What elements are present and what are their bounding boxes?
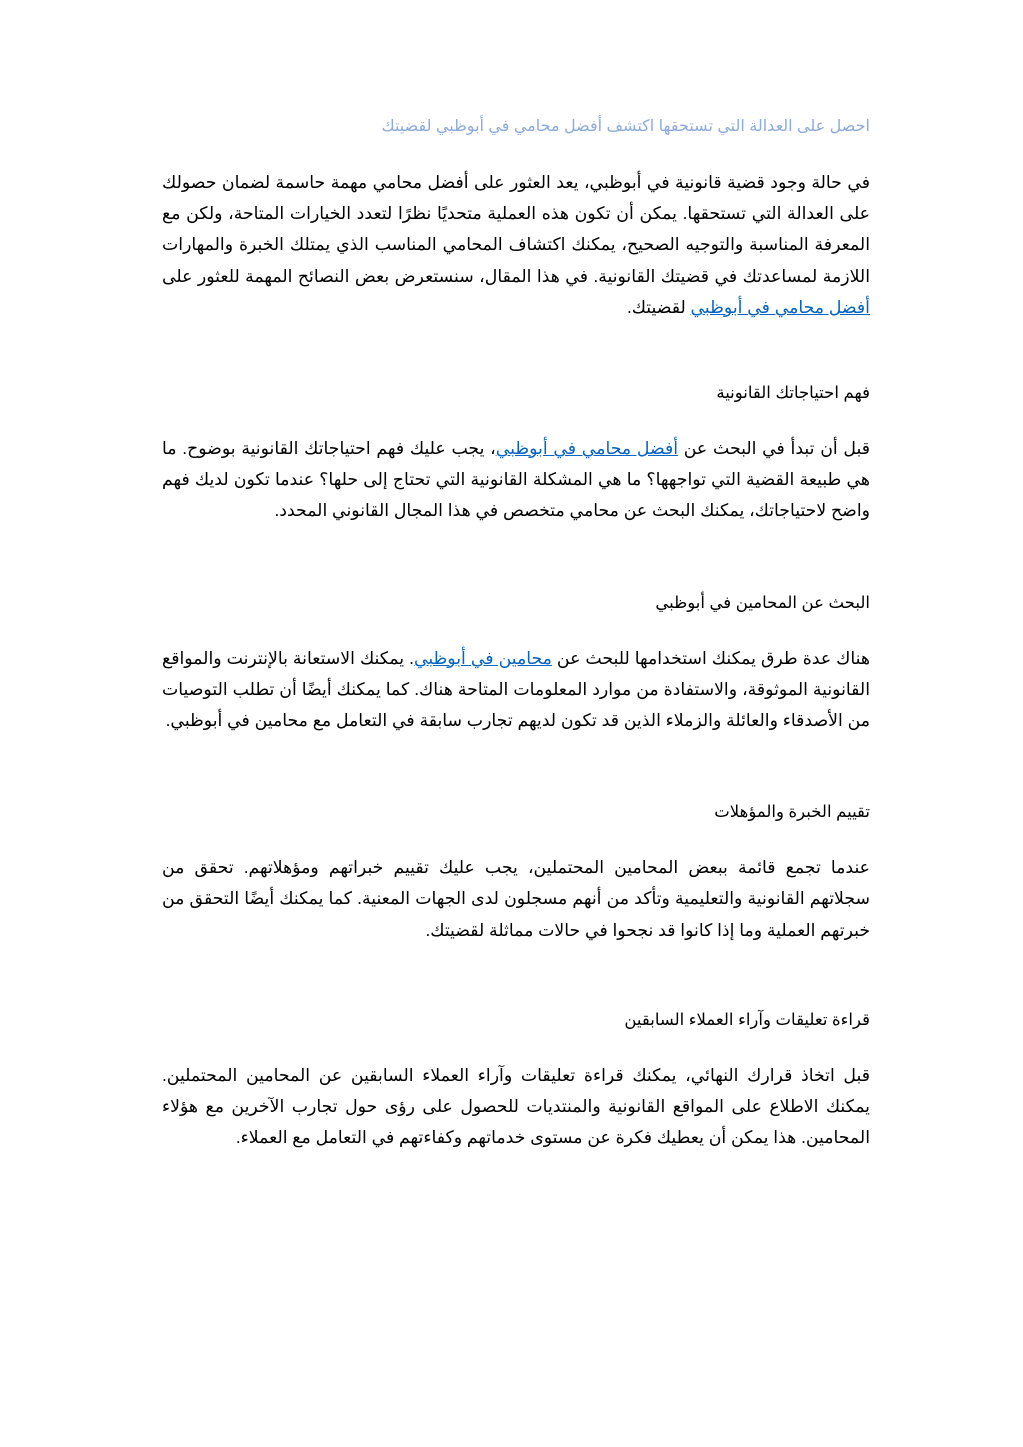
section-heading-3: تقييم الخبرة والمؤهلات (714, 803, 870, 822)
intro-link[interactable]: أفضل محامي في أبوظبي (690, 296, 870, 317)
section-heading-1: فهم احتياجاتك القانونية (716, 384, 870, 403)
section-heading-2: البحث عن المحامين في أبوظبي (655, 593, 870, 612)
document-page (162, 115, 870, 1153)
section-1-link[interactable]: أفضل محامي في أبوظبي (495, 438, 679, 459)
section-paragraph-2 (162, 643, 870, 737)
section-2-text-after: . يمكنك الاستعانة بالإنترنت والمواقع القانونية الموثوقة، والاستفادة من موارد المعلومات المتاحة هناك. كما يمكنك أيضًا أن تطلب التوصيات من الأصدقاء والعائلة والزملاء الذين قد تكون لديهم تجارب سابقة في التعامل مع محامين في أبوظبي. (162, 647, 870, 731)
section-1-text-before: قبل أن تبدأ في البحث عن (678, 438, 870, 459)
section-4-text: قبل اتخاذ قرارك النهائي، يمكنك قراءة تعليقات وآراء العملاء السابقين عن المحامين المحتملين. يمكنك الاطلاع على المواقع القانونية والمنتديات للحصول على رؤى حول تجارب الآخرين مع هؤلاء المحامين. هذا يمكن أن يعطيك فكرة عن مستوى خدماتهم وكفاءتهم في التعامل مع العملاء. (162, 1064, 870, 1148)
spacer (162, 736, 870, 800)
section-2-text-before: هناك عدة طرق يمكنك استخدامها للبحث عن (551, 647, 870, 668)
section-2-link[interactable]: محامين في أبوظبي (413, 647, 552, 668)
section-1-text-after: ، يجب عليك فهم احتياجاتك القانونية بوضوح. ما هي طبيعة القضية التي تواجهها؟ ما هي المشكلة القانونية التي تحتاج إلى حلها؟ عندما تكون لديك فهم واضح لاحتياجاتك، يمكنك البحث عن محامي متخصص في هذا المجال القانوني المحدد. (162, 438, 870, 521)
intro-paragraph (162, 167, 870, 323)
section-3-text: عندما تجمع قائمة ببعض المحامين المحتملين، يجب عليك تقييم خبراتهم ومؤهلاتهم. تحقق من سجلاتهم القانونية والتعليمية وتأكد من أنهم مسجلون لدى الجهات المعنية. كما يمكنك أيضًا التحقق من خبرتهم العملية وما إذا كانوا قد نجحوا في حالات مماثلة لقضيتك. (162, 857, 870, 940)
section-paragraph-1 (162, 433, 870, 527)
document-title: احصل على العدالة التي تستحقها اكتشف أفضل محامي في أبوظبي لقضيتك (381, 118, 870, 135)
section-heading-4: قراءة تعليقات وآراء العملاء السابقين (624, 1010, 870, 1029)
spacer (162, 527, 870, 591)
section-paragraph-3 (162, 852, 870, 946)
intro-text-after: لقضيتك. (626, 296, 691, 317)
section-paragraph-4 (162, 1060, 870, 1154)
spacer (162, 946, 870, 1008)
spacer (162, 323, 870, 381)
intro-text-before: في حالة وجود قضية قانونية في أبوظبي، يعد العثور على أفضل محامي مهمة حاسمة لضمان حصولك على العدالة التي تستحقها. يمكن أن تكون هذه العملية متحديًا نظرًا لتعدد الخيارات المتاحة، ولكن مع المعرفة المناسبة والتوجيه الصحيح، يمكنك اكتشاف المحامي المناسب الذي يمتلك الخبرة والمهارات اللازمة لمساعدتك في قضيتك القانونية. في هذا المقال، سنستعرض بعض النصائح المهمة للعثور على (162, 172, 870, 286)
